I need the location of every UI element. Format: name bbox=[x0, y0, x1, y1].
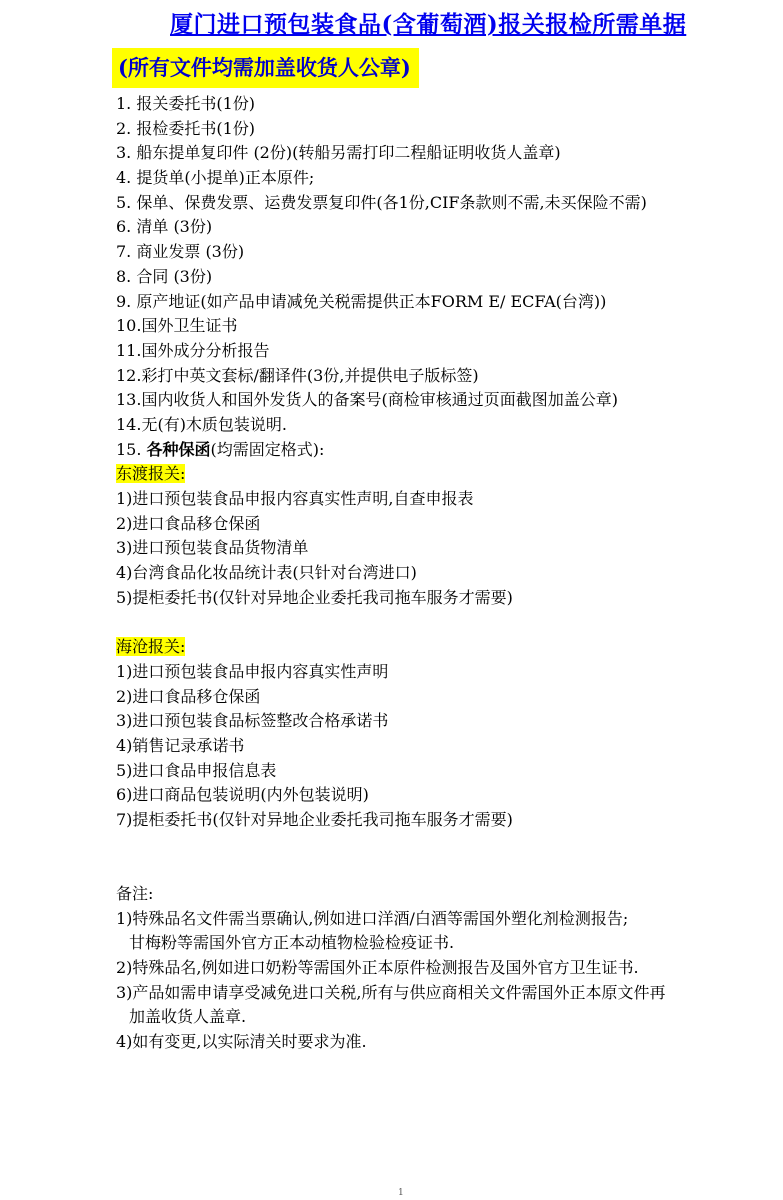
doc-item: 4. 提货单(小提单)正本原件; bbox=[116, 168, 315, 188]
doc-item: 2. 报检委托书(1份) bbox=[116, 118, 256, 138]
doc-item: 7. 商业发票 (3份) bbox=[116, 242, 245, 262]
dongdu-item: 2)进口食品移仓保函 bbox=[116, 513, 261, 533]
doc-item: 5. 保单、保费发票、运费发票复印件(各1份,CIF条款则不需,未买保险不需) bbox=[116, 192, 647, 212]
doc-item: 11.国外成分分析报告 bbox=[116, 340, 270, 360]
haicang-item: 7)提柜委托书(仅针对异地企业委托我司拖车服务才需要) bbox=[116, 809, 513, 829]
doc-item: 8. 合同 (3份) bbox=[116, 266, 213, 286]
doc-item: 9. 原产地证(如产品申请减免关税需提供正本FORM E/ ECFA(台湾)) bbox=[116, 291, 607, 311]
haicang-section bbox=[116, 635, 781, 660]
dongdu-section bbox=[116, 462, 781, 487]
spacer bbox=[116, 610, 781, 635]
dongdu-item: 1)进口预包装食品申报内容真实性声明,自查申报表 bbox=[116, 489, 474, 508]
haicang-item: 4)销售记录承诺书 bbox=[116, 735, 245, 755]
doc-item: 10.国外卫生证书 bbox=[116, 316, 238, 336]
doc-item: 14.无(有)木质包装说明. bbox=[116, 414, 288, 434]
dongdu-item: 4)台湾食品化妆品统计表(只针对台湾进口) bbox=[116, 563, 417, 583]
doc-item: 3. 船东提单复印件 (2份)(转船另需打印二程船证明收货人盖章) bbox=[116, 143, 561, 163]
page-number: 1 bbox=[398, 1188, 404, 1198]
haicang-item: 2)进口食品移仓保函 bbox=[116, 686, 261, 706]
doc-item: 12.彩打中英文套标/翻译件(3份,并提供电子版标签) bbox=[116, 365, 479, 385]
doc-item: 6. 清单 (3份) bbox=[116, 217, 213, 237]
haicang-item: 5)进口食品申报信息表 bbox=[116, 760, 277, 780]
item15-bold: 各种保函 bbox=[146, 439, 211, 459]
remark-line: 甘梅粉等需国外官方正本动植物检验检疫证书. bbox=[129, 933, 455, 953]
stamp-notice: (所有文件均需加盖收货人公章) bbox=[112, 48, 419, 88]
doc-item: 13.国内收货人和国外发货人的备案号(商检审核通过页面截图加盖公章) bbox=[116, 390, 618, 410]
remarks-heading: 备注: bbox=[116, 884, 154, 904]
remark-line: 3)产品如需申请享受减免进口关税,所有与供应商相关文件需国外正本原文件再 bbox=[116, 982, 666, 1002]
dongdu-heading: 东渡报关: bbox=[116, 464, 186, 484]
haicang-heading: 海沧报关: bbox=[116, 637, 186, 657]
item15-suffix: (均需固定格式): bbox=[210, 439, 325, 459]
doc-item-guarantees bbox=[116, 438, 781, 463]
remark-line: 加盖收货人盖章. bbox=[129, 1007, 247, 1027]
dongdu-item: 5)提柜委托书(仅针对异地企业委托我司拖车服务才需要) bbox=[116, 587, 513, 607]
remark-line: 2)特殊品名,例如进口奶粉等需国外正本原件检测报告及国外官方卫生证书. bbox=[116, 958, 639, 978]
spacer bbox=[116, 833, 781, 882]
dongdu-item: 3)进口预包装食品货物清单 bbox=[116, 538, 309, 558]
doc-item: 1. 报关委托书(1份) bbox=[116, 94, 256, 113]
document-title: 厦门进口预包装食品(含葡萄酒)报关报检所需单据 bbox=[170, 11, 687, 38]
haicang-item: 6)进口商品包装说明(内外包装说明) bbox=[116, 785, 369, 805]
haicang-item: 1)进口预包装食品申报内容真实性声明 bbox=[116, 661, 389, 681]
document-body bbox=[116, 92, 781, 1055]
remark-line: 1)特殊品名文件需当票确认,例如进口洋酒/白酒等需国外塑化剂检测报告; bbox=[116, 908, 629, 928]
remark-line: 4)如有变更,以实际清关时要求为准. bbox=[116, 1032, 367, 1052]
haicang-item: 3)进口预包装食品标签整改合格承诺书 bbox=[116, 711, 389, 731]
item15-prefix: 15. bbox=[116, 439, 147, 459]
